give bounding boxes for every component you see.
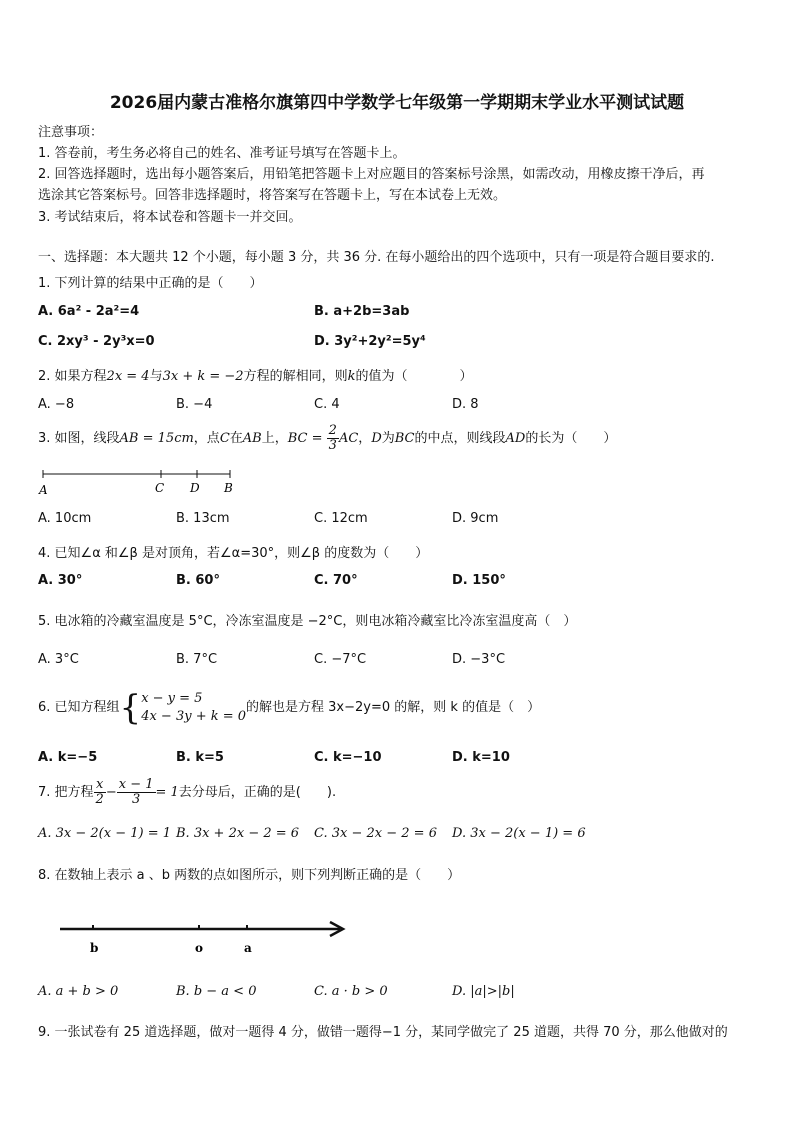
q6-option-b: B. k=5 (176, 750, 224, 765)
q2-option-c: C. 4 (314, 397, 340, 412)
q2-option-b: B. −4 (176, 397, 213, 412)
q4-option-b: B. 60° (176, 573, 220, 588)
q8-option-a: A. a + b > 0 (38, 984, 119, 999)
question-9-stem: 9. 一张试卷有 25 道选择题，做对一题得 4 分，做错一题得−1 分，某同学做完了 25 道题，共得 70 分，那么他做对的 (38, 1025, 728, 1040)
label-a: a (244, 941, 252, 955)
question-2-stem (38, 365, 472, 384)
q3-text: 的长为（ ） (525, 431, 617, 446)
q3-segment: BC (394, 431, 415, 446)
q3-point-c: C (219, 431, 230, 446)
q6-option-a: A. k=−5 (38, 750, 98, 765)
q8-option-b: B. b − a < 0 (176, 984, 257, 999)
fraction-numerator: x − 1 (118, 777, 154, 792)
fraction-denominator: 3 (131, 792, 141, 807)
label-c: C (155, 481, 165, 495)
q7-option-b: B. 3x + 2x − 2 = 6 (176, 826, 300, 841)
label-o: o (195, 941, 204, 955)
q3-text: 的中点，则线段 (414, 431, 506, 446)
q5-option-a: A. 3°C (38, 652, 79, 667)
q3-text: 为 (381, 431, 395, 446)
q6-text: 的解也是方程 3x−2y=0 的解，则 k 的值是（ ） (246, 700, 541, 715)
label-b: B (224, 481, 233, 495)
question-3-stem (38, 424, 616, 454)
question-1-stem: 1. 下列计算的结果中正确的是（ ） (38, 276, 263, 291)
notice-item: 3. 考试结束后，将本试卷和答题卡一并交回。 (38, 210, 302, 225)
q8-option-d: D. |a|>|b| (452, 984, 515, 999)
q2-option-d: D. 8 (452, 397, 479, 412)
q4-option-a: A. 30° (38, 573, 83, 588)
fraction-denominator: 3 (328, 438, 337, 453)
q6-option-d: D. k=10 (452, 750, 510, 765)
system-equation-2: 4x − 3y + k = 0 (141, 708, 247, 724)
q7-option-a: A. 3x − 2(x − 1) = 1 (38, 826, 172, 841)
q3-option-a: A. 10cm (38, 511, 92, 526)
q3-text: ，点 (193, 431, 220, 446)
q3-fraction (327, 424, 339, 453)
q7-equals: = 1 (155, 785, 179, 800)
q3-segment-ab: AB = 15cm (119, 431, 194, 446)
q6-option-c: C. k=−10 (314, 750, 382, 765)
q5-option-c: C. −7°C (314, 652, 367, 667)
q3-text: ， (358, 431, 372, 446)
q2-text: 2. 如果方程 (38, 369, 107, 384)
q7-text: 7. 把方程 (38, 785, 94, 800)
q5-option-b: B. 7°C (176, 652, 218, 667)
q2-text: 方程的解相同，则 (243, 369, 348, 384)
q2-variable: k (347, 369, 356, 384)
q7-option-c: C. 3x − 2x − 2 = 6 (314, 826, 437, 841)
fraction-denominator: 2 (95, 792, 104, 807)
q1-option-d: D. 3y²+2y²=5y⁴ (314, 334, 426, 349)
q3-bc: BC = (287, 431, 323, 446)
q3-option-c: C. 12cm (314, 511, 368, 526)
equation-system (141, 690, 246, 726)
label-d: D (190, 481, 200, 495)
label-a: A (39, 483, 48, 497)
q5-option-d: D. −3°C (452, 652, 506, 667)
q4-option-c: C. 70° (314, 573, 358, 588)
segment-diagram (38, 464, 248, 498)
page-title: 2026届内蒙古准格尔旗第四中学数学七年级第一学期期末学业水平测试试题 (109, 93, 685, 113)
notice-heading: 注意事项： (38, 125, 104, 140)
notice-item: 2. 回答选择题时，选出每小题答案后，用铅笔把答题卡上对应题目的答案标号涂黑，如需改动，用橡皮擦干净后，再 (38, 167, 705, 182)
system-brace: { (119, 687, 142, 728)
fraction-numerator: 2 (328, 423, 337, 438)
q7-fraction-1 (94, 778, 106, 807)
q3-segment: AB (242, 431, 262, 446)
question-4-stem: 4. 已知∠α 和∠β 是对顶角，若∠α=30°，则∠β 的度数为（ ） (38, 546, 429, 561)
q1-option-c: C. 2xy³ - 2y³x=0 (38, 334, 155, 349)
q7-text: 去分母后，正确的是( ). (178, 785, 337, 800)
q2-equation-1: 2x = 4 (106, 369, 150, 384)
q3-ac: AC (338, 431, 359, 446)
q3-point-d: D (371, 431, 382, 446)
system-equation-1: x − y = 5 (141, 690, 203, 706)
q3-option-b: B. 13cm (176, 511, 230, 526)
q2-text: 与 (149, 369, 163, 384)
section-heading: 一、选择题：本大题共 12 个小题，每小题 3 分，共 36 分. 在每小题给出的四个选项中，只有一项是符合题目要求的. (38, 250, 715, 265)
q3-text: 在 (229, 431, 243, 446)
q2-option-a: A. −8 (38, 397, 75, 412)
q1-option-a: A. 6a² - 2a²=4 (38, 304, 140, 319)
question-8-stem: 8. 在数轴上表示 a 、b 两数的点如图所示，则下列判断正确的是（ ） (38, 868, 461, 883)
question-7-stem (38, 775, 336, 811)
fraction-numerator: x (94, 778, 106, 793)
label-b: b (90, 941, 99, 955)
q7-fraction-2 (117, 778, 156, 807)
q3-option-d: D. 9cm (452, 511, 499, 526)
q3-text: 3. 如图，线段 (38, 431, 120, 446)
question-5-stem: 5. 电冰箱的冷藏室温度是 5°C，冷冻室温度是 −2°C，则电冰箱冷藏室比冷冻室温度高（ ） (38, 614, 577, 629)
question-6-stem (38, 686, 540, 730)
notice-item: 1. 答卷前，考生务必将自己的姓名、准考证号填写在答题卡上。 (38, 146, 406, 161)
q3-segment: AD (505, 431, 526, 446)
q8-option-c: C. a · b > 0 (314, 984, 388, 999)
q2-text: 的值为（ ） (355, 369, 473, 384)
q7-option-d: D. 3x − 2(x − 1) = 6 (452, 826, 586, 841)
q2-equation-2: 3x + k = −2 (162, 369, 244, 384)
notice-item: 选涂其它答案标号。回答非选择题时，将答案写在答题卡上，写在本试卷上无效。 (38, 188, 507, 203)
q1-option-b: B. a+2b=3ab (314, 304, 410, 319)
q3-text: 上， (261, 431, 288, 446)
q7-operator: − (105, 785, 117, 800)
q4-option-d: D. 150° (452, 573, 506, 588)
number-line (55, 916, 355, 958)
q6-text: 6. 已知方程组 (38, 700, 120, 715)
